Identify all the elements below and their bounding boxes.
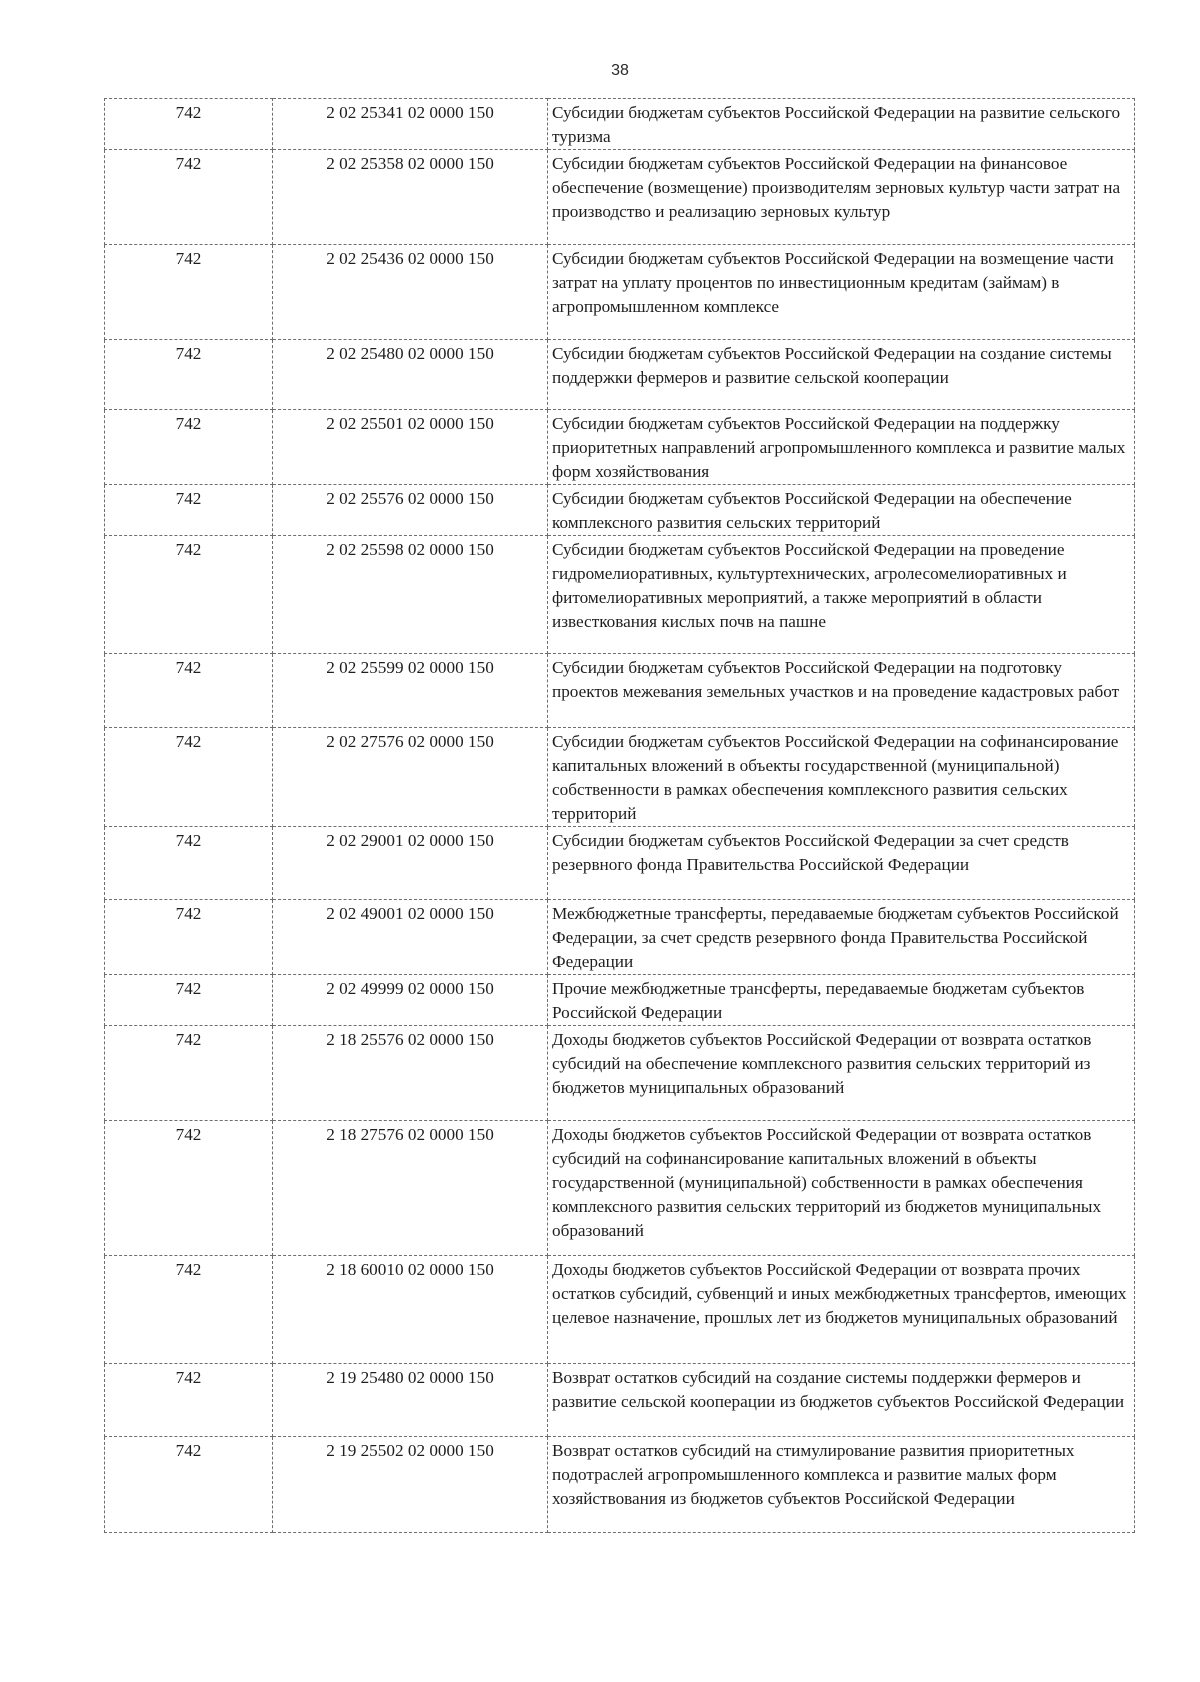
revenue-name-cell: Субсидии бюджетам субъектов Российской Федерации на возмещение части затрат на уплату процентов по инвестиционным кредитам (займам) в агропромышленном комплексе — [548, 245, 1135, 340]
revenue-name-cell: Доходы бюджетов субъектов Российской Федерации от возврата остатков субсидий на обеспечение комплексного развития сельских территорий из бюджетов муниципальных образований — [548, 1026, 1135, 1121]
admin-code-cell: 742 — [105, 150, 273, 245]
admin-code-cell: 742 — [105, 975, 273, 1026]
budget-revenue-table — [104, 98, 1135, 1533]
table-row — [105, 410, 1135, 485]
revenue-name-cell: Прочие межбюджетные трансферты, передаваемые бюджетам субъектов Российской Федерации — [548, 975, 1135, 1026]
admin-code-cell: 742 — [105, 1437, 273, 1533]
admin-code-cell: 742 — [105, 1364, 273, 1437]
budget-code-cell: 2 02 27576 02 0000 150 — [273, 728, 548, 827]
revenue-name-cell: Субсидии бюджетам субъектов Российской Федерации на поддержку приоритетных направлений агропромышленного комплекса и развитие малых форм хозяйствования — [548, 410, 1135, 485]
page-number: 38 — [611, 62, 629, 79]
budget-code-cell: 2 02 29001 02 0000 150 — [273, 827, 548, 900]
admin-code-cell: 742 — [105, 827, 273, 900]
table-row — [105, 1437, 1135, 1533]
table-row — [105, 245, 1135, 340]
table-row — [105, 900, 1135, 975]
revenue-name-cell: Межбюджетные трансферты, передаваемые бюджетам субъектов Российской Федерации, за счет средств резервного фонда Правительства Российской Федерации — [548, 900, 1135, 975]
admin-code-cell: 742 — [105, 410, 273, 485]
revenue-name-cell: Доходы бюджетов субъектов Российской Федерации от возврата остатков субсидий на софинансирование капитальных вложений в объекты государственной (муниципальной) собственности в рамках обеспечения комплексного развития сельских территорий из бюджетов муниципальных образований — [548, 1121, 1135, 1256]
table-row — [105, 99, 1135, 150]
revenue-name-cell: Субсидии бюджетам субъектов Российской Федерации на создание системы поддержки фермеров и развитие сельской кооперации — [548, 340, 1135, 410]
budget-code-cell: 2 02 25598 02 0000 150 — [273, 536, 548, 654]
admin-code-cell: 742 — [105, 900, 273, 975]
table-row — [105, 728, 1135, 827]
revenue-name-cell: Возврат остатков субсидий на создание системы поддержки фермеров и развитие сельской кооперации из бюджетов субъектов Российской Федерации — [548, 1364, 1135, 1437]
table-row — [105, 485, 1135, 536]
budget-code-cell: 2 02 25501 02 0000 150 — [273, 410, 548, 485]
table-row — [105, 150, 1135, 245]
admin-code-cell: 742 — [105, 485, 273, 536]
table-row — [105, 340, 1135, 410]
revenue-name-cell: Субсидии бюджетам субъектов Российской Федерации за счет средств резервного фонда Правительства Российской Федерации — [548, 827, 1135, 900]
revenue-name-cell: Субсидии бюджетам субъектов Российской Федерации на софинансирование капитальных вложений в объекты государственной (муниципальной) собственности в рамках обеспечения комплексного развития сельских территорий — [548, 728, 1135, 827]
budget-code-cell: 2 18 25576 02 0000 150 — [273, 1026, 548, 1121]
admin-code-cell: 742 — [105, 536, 273, 654]
budget-code-cell: 2 19 25480 02 0000 150 — [273, 1364, 548, 1437]
budget-code-cell: 2 02 25480 02 0000 150 — [273, 340, 548, 410]
budget-code-cell: 2 18 60010 02 0000 150 — [273, 1256, 548, 1364]
budget-code-cell: 2 02 25341 02 0000 150 — [273, 99, 548, 150]
admin-code-cell: 742 — [105, 99, 273, 150]
revenue-name-cell: Субсидии бюджетам субъектов Российской Федерации на обеспечение комплексного развития сельских территорий — [548, 485, 1135, 536]
revenue-name-cell: Субсидии бюджетам субъектов Российской Федерации на проведение гидромелиоративных, культуртехнических, агролесомелиоративных и фитомелиоративных мероприятий, а также мероприятий в области известкования кислых почв на пашне — [548, 536, 1135, 654]
table-row — [105, 536, 1135, 654]
table-row — [105, 975, 1135, 1026]
budget-code-cell: 2 18 27576 02 0000 150 — [273, 1121, 548, 1256]
admin-code-cell: 742 — [105, 654, 273, 728]
admin-code-cell: 742 — [105, 1026, 273, 1121]
admin-code-cell: 742 — [105, 1121, 273, 1256]
table-row — [105, 1364, 1135, 1437]
table-row — [105, 1026, 1135, 1121]
admin-code-cell: 742 — [105, 728, 273, 827]
budget-code-cell: 2 02 49999 02 0000 150 — [273, 975, 548, 1026]
budget-code-cell: 2 02 25358 02 0000 150 — [273, 150, 548, 245]
budget-code-cell: 2 02 25576 02 0000 150 — [273, 485, 548, 536]
revenue-name-cell: Субсидии бюджетам субъектов Российской Федерации на развитие сельского туризма — [548, 99, 1135, 150]
budget-code-cell: 2 19 25502 02 0000 150 — [273, 1437, 548, 1533]
table-row — [105, 654, 1135, 728]
admin-code-cell: 742 — [105, 1256, 273, 1364]
budget-code-cell: 2 02 49001 02 0000 150 — [273, 900, 548, 975]
table-row — [105, 1256, 1135, 1364]
revenue-name-cell: Доходы бюджетов субъектов Российской Федерации от возврата прочих остатков субсидий, субвенций и иных межбюджетных трансфертов, имеющих целевое назначение, прошлых лет из бюджетов муниципальных образований — [548, 1256, 1135, 1364]
table-row — [105, 1121, 1135, 1256]
table-row — [105, 827, 1135, 900]
revenue-name-cell: Возврат остатков субсидий на стимулирование развития приоритетных подотраслей агропромышленного комплекса и развитие малых форм хозяйствования из бюджетов субъектов Российской Федерации — [548, 1437, 1135, 1533]
revenue-name-cell: Субсидии бюджетам субъектов Российской Федерации на финансовое обеспечение (возмещение) производителям зерновых культур части затрат на производство и реализацию зерновых культур — [548, 150, 1135, 245]
admin-code-cell: 742 — [105, 340, 273, 410]
revenue-name-cell: Субсидии бюджетам субъектов Российской Федерации на подготовку проектов межевания земельных участков и на проведение кадастровых работ — [548, 654, 1135, 728]
budget-code-cell: 2 02 25436 02 0000 150 — [273, 245, 548, 340]
budget-code-cell: 2 02 25599 02 0000 150 — [273, 654, 548, 728]
admin-code-cell: 742 — [105, 245, 273, 340]
